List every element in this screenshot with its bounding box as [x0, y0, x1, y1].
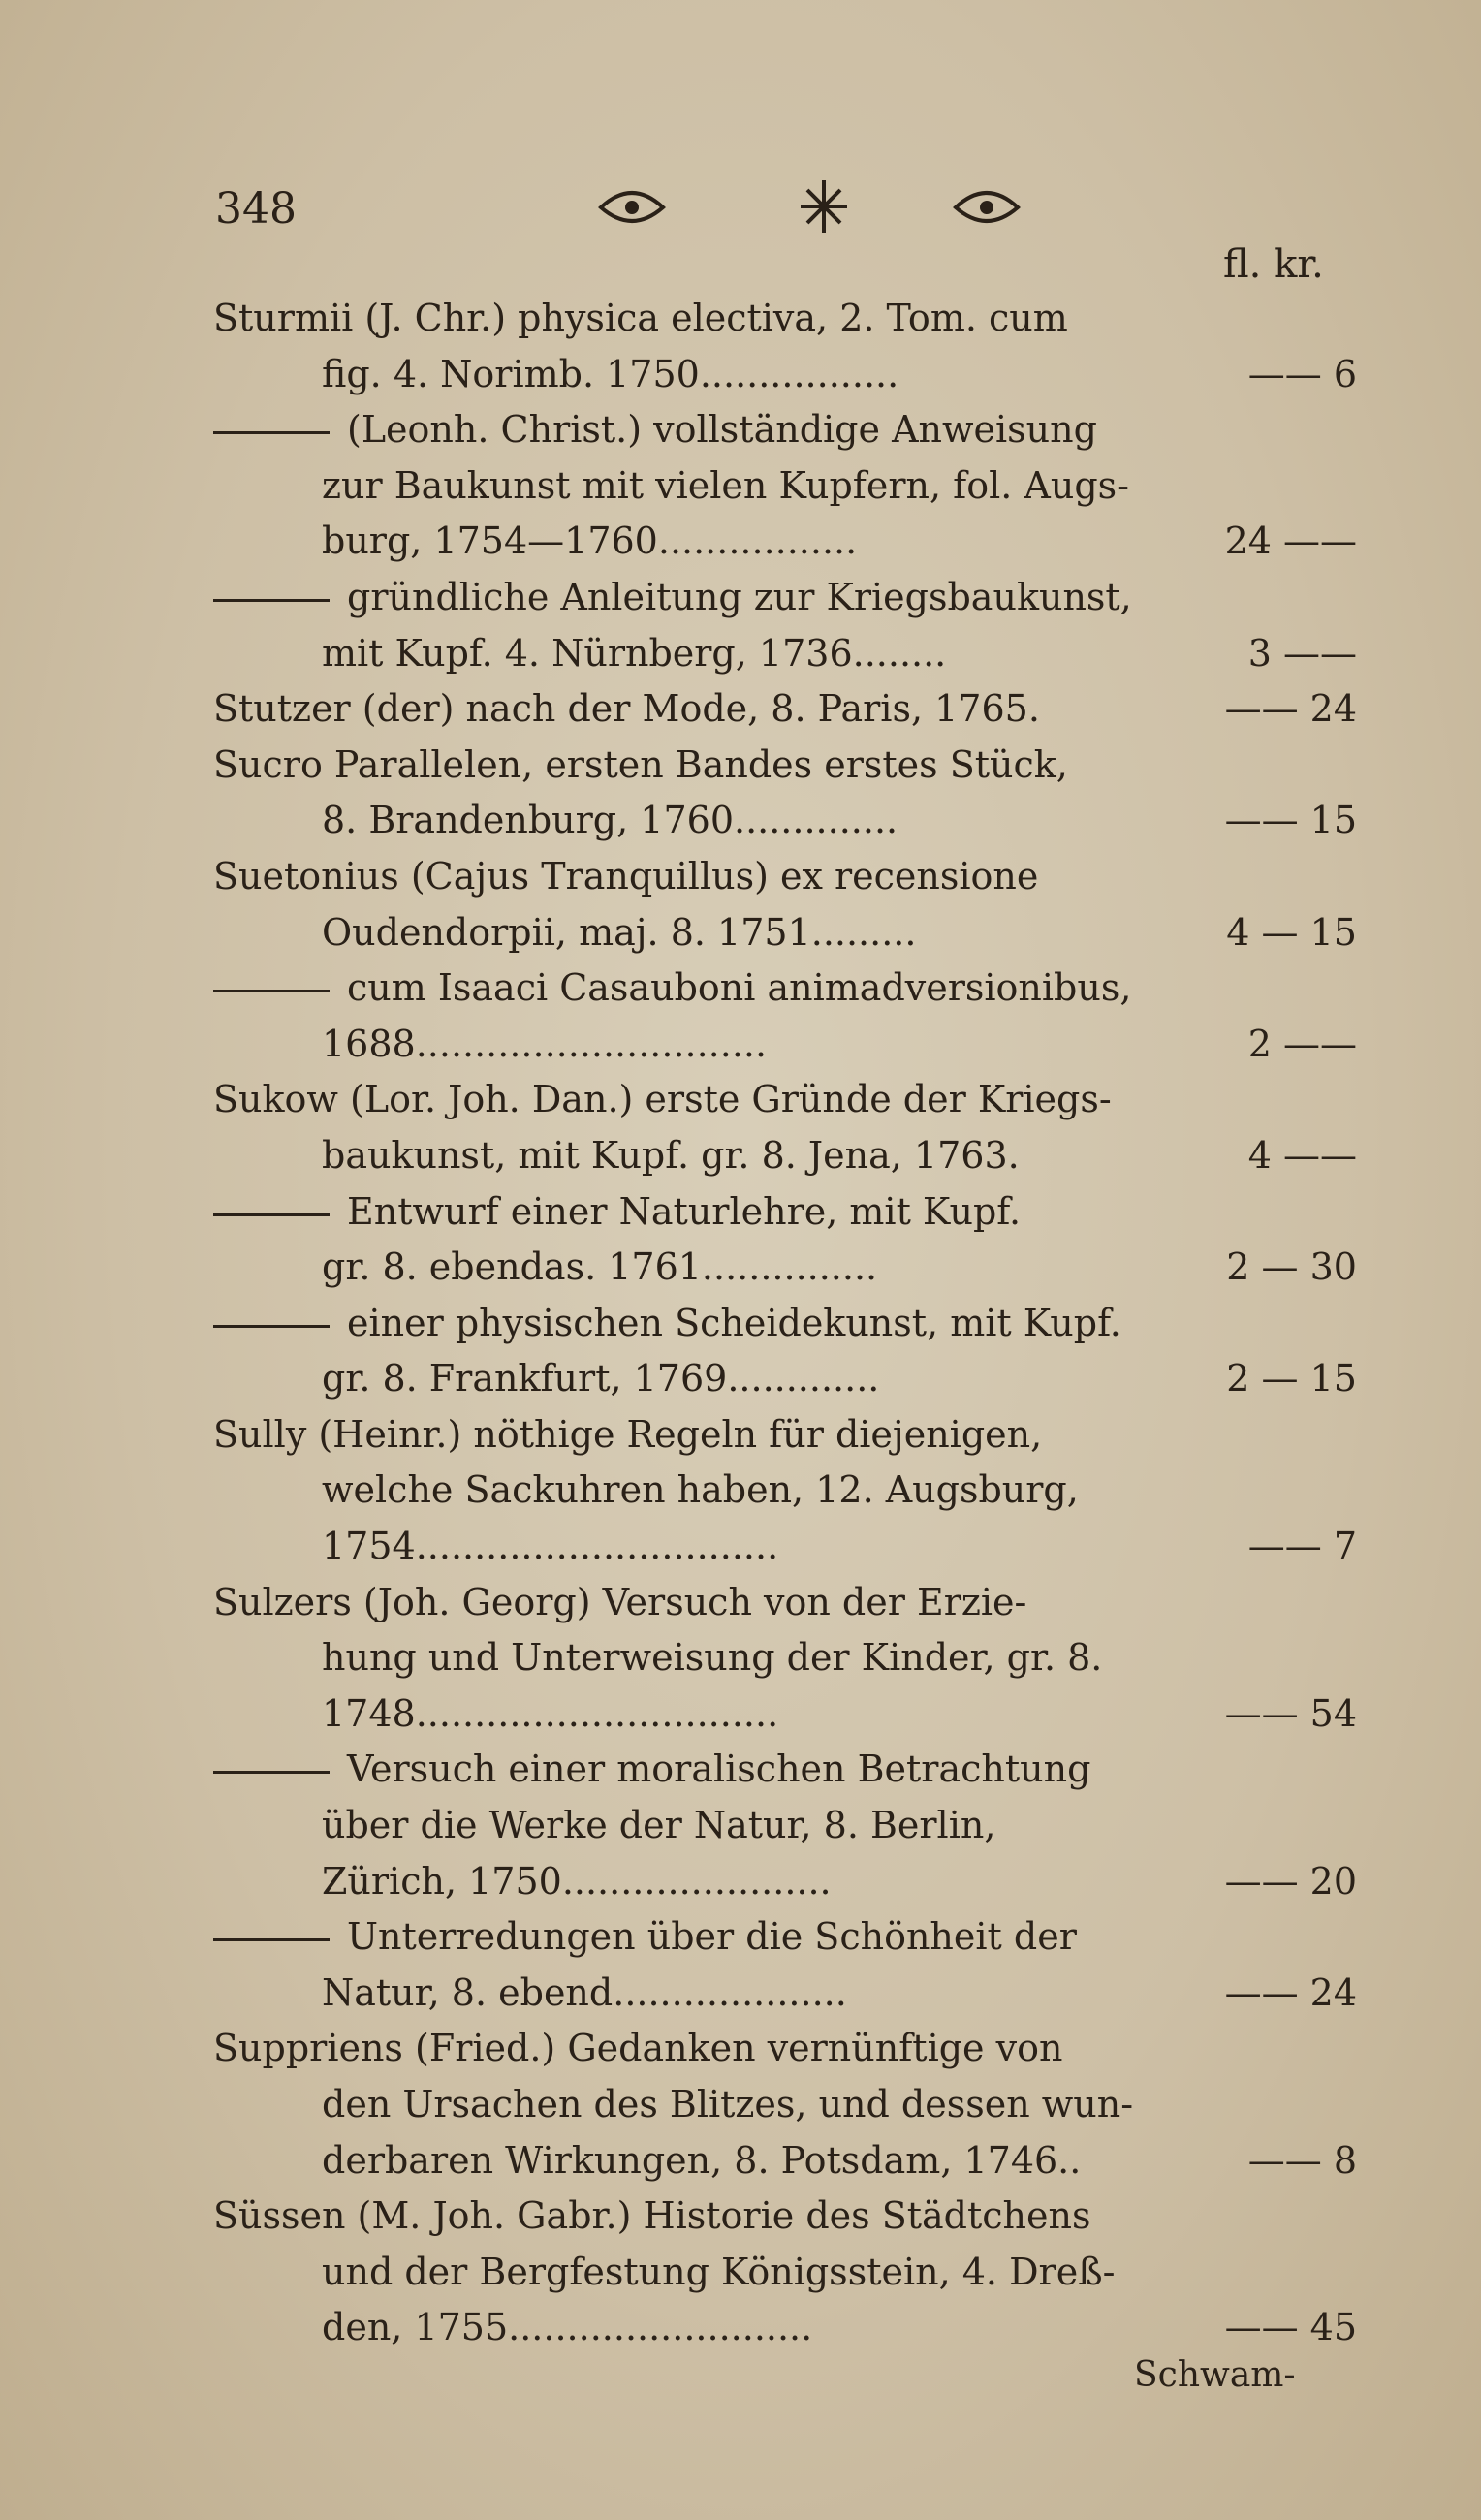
catalog-line [213, 2021, 1357, 2077]
catalog-line [213, 1909, 1357, 1966]
entry-text: hung und Unterweisung der Kinder, gr. 8. [322, 1636, 1103, 1680]
entry-text: den Ursachen des Blitzes, und dessen wun- [322, 2083, 1134, 2126]
entry-text: burg, 1754—1760................. [322, 520, 858, 563]
catalog-line [213, 1351, 1357, 1407]
entry-price: —— 54 [1224, 1691, 1357, 1735]
ditto-dash [213, 990, 330, 992]
catalog-line [213, 2300, 1357, 2356]
catalog-line [213, 1966, 1357, 2022]
entry-text: zur Baukunst mit vielen Kupfern, fol. Augs- [322, 463, 1129, 507]
catalog-line [213, 1296, 1357, 1352]
entry-text: 1754............................... [322, 1525, 779, 1568]
catalog-line [213, 793, 1357, 849]
entry-text: Versuch einer moralischen Betrachtung [347, 1748, 1091, 1791]
currency-header: fl. kr. [1223, 242, 1324, 287]
entry-text: Sukow (Lor. Joh. Dan.) erste Gründe der Kriegs- [213, 1078, 1112, 1121]
entry-text: Sturmii (J. Chr.) physica electiva, 2. Tom. cum [213, 297, 1068, 339]
entry-price: —— 6 [1247, 352, 1357, 395]
entry-text: Entwurf einer Naturlehre, mit Kupf. [347, 1189, 1022, 1233]
ditto-dash [213, 1213, 330, 1216]
catalog-line [213, 2189, 1357, 2245]
catalog-line [213, 1742, 1357, 1798]
ditto-dash [213, 1325, 330, 1328]
entry-text: Sucro Parallelen, ersten Bandes erstes Stück, [213, 742, 1068, 786]
entry-text: baukunst, mit Kupf. gr. 8. Jena, 1763. [322, 1133, 1020, 1177]
entry-text: (Leonh. Christ.) vollständige Anweisung [347, 408, 1097, 452]
entry-text: Stutzer (der) nach der Mode, 8. Paris, 1765. [213, 687, 1040, 731]
entry-text: mit Kupf. 4. Nürnberg, 1736........ [322, 631, 947, 675]
entry-text: und der Bergfestung Königsstein, 4. Dreß- [322, 2250, 1116, 2293]
catalog-line [213, 905, 1357, 961]
entry-text: 8. Brandenburg, 1760.............. [322, 799, 898, 842]
entry-text: derbaren Wirkungen, 8. Potsdam, 1746.. [322, 2138, 1082, 2182]
entry-price: —— 45 [1224, 2306, 1357, 2349]
catalog-line [213, 347, 1357, 403]
ornament-right-icon [948, 173, 1025, 240]
entry-text: gr. 8. Frankfurt, 1769............. [322, 1357, 880, 1401]
catalog-line [213, 291, 1357, 347]
entry-text: Oudendorpii, maj. 8. 1751......... [322, 910, 917, 954]
catalog-line [213, 458, 1357, 515]
entry-text: fig. 4. Norimb. 1750................. [322, 352, 899, 395]
entry-text: Suppriens (Fried.) Gedanken vernünftige von [213, 2027, 1063, 2070]
catalog-line [213, 1575, 1357, 1631]
catalog-line [213, 1854, 1357, 1910]
catalog-line [213, 1519, 1357, 1575]
catalog-line [213, 1072, 1357, 1128]
entry-text: den, 1755.......................... [322, 2306, 813, 2349]
entry-text: Natur, 8. ebend.................... [322, 1970, 847, 2014]
catalog-line [213, 1798, 1357, 1854]
entry-price: 4 — 15 [1226, 910, 1357, 954]
catchword: Schwam- [1134, 2355, 1296, 2395]
catalog-line [213, 1017, 1357, 1073]
ditto-dash [213, 599, 330, 602]
entry-text: gründliche Anleitung zur Kriegsbaukunst, [347, 575, 1132, 618]
entry-text: 1688.............................. [322, 1022, 768, 1065]
entry-text: Sulzers (Joh. Georg) Versuch von der Erzie- [213, 1580, 1027, 1623]
catalog-line [213, 2245, 1357, 2301]
catalog-line [213, 570, 1357, 626]
catalog-line [213, 849, 1357, 905]
entry-text: 1748............................... [322, 1691, 779, 1735]
entry-text: einer physischen Scheidekunst, mit Kupf. [347, 1301, 1121, 1344]
ornament-left-icon [593, 173, 671, 240]
entry-price: 2 —— [1247, 1022, 1357, 1065]
catalog-line [213, 681, 1357, 738]
catalog-line [213, 1630, 1357, 1686]
entry-price: 2 — 30 [1226, 1245, 1357, 1289]
entry-price: 24 —— [1224, 520, 1357, 563]
entry-text: welche Sackuhren haben, 12. Augsburg, [322, 1468, 1079, 1512]
catalog-line [213, 1463, 1357, 1519]
catalog-line [213, 2077, 1357, 2133]
ditto-dash [213, 1938, 330, 1941]
catalog-line [213, 402, 1357, 458]
ornament-center-icon [793, 173, 855, 240]
ditto-dash [213, 1771, 330, 1774]
catalog-line [213, 738, 1357, 794]
entry-text: Süssen (M. Joh. Gabr.) Historie des Städtchens [213, 2194, 1091, 2238]
catalog-line [213, 1128, 1357, 1184]
entry-price: —— 24 [1224, 687, 1357, 731]
entry-text: über die Werke der Natur, 8. Berlin, [322, 1804, 996, 1847]
entry-price: —— 20 [1224, 1859, 1357, 1903]
catalog-line [213, 961, 1357, 1017]
ditto-dash [213, 431, 330, 434]
entry-text: Unterredungen über die Schönheit der [347, 1915, 1077, 1959]
catalog-line [213, 1686, 1357, 1743]
catalog-line [213, 1184, 1357, 1241]
entry-price: 4 —— [1247, 1133, 1357, 1177]
entry-price: 3 —— [1247, 631, 1357, 675]
catalog-line [213, 626, 1357, 682]
entry-price: —— 8 [1247, 2138, 1357, 2182]
entry-price: —— 7 [1247, 1525, 1357, 1568]
entry-price: —— 24 [1224, 1970, 1357, 2014]
catalog-line [213, 1240, 1357, 1296]
entry-text: Zürich, 1750....................... [322, 1859, 832, 1903]
catalog-line [213, 1407, 1357, 1464]
catalog-line [213, 2133, 1357, 2189]
page-number: 348 [215, 184, 297, 234]
catalog-entries [213, 291, 1357, 2356]
entry-text: Sully (Heinr.) nöthige Regeln für diejenigen, [213, 1412, 1043, 1456]
entry-price: 2 — 15 [1226, 1357, 1357, 1401]
entry-price: —— 15 [1224, 799, 1357, 842]
entry-text: gr. 8. ebendas. 1761............... [322, 1245, 878, 1289]
entry-text: Suetonius (Cajus Tranquillus) ex recensione [213, 854, 1039, 898]
entry-text: cum Isaaci Casauboni animadversionibus, [347, 966, 1132, 1010]
catalog-line [213, 514, 1357, 570]
